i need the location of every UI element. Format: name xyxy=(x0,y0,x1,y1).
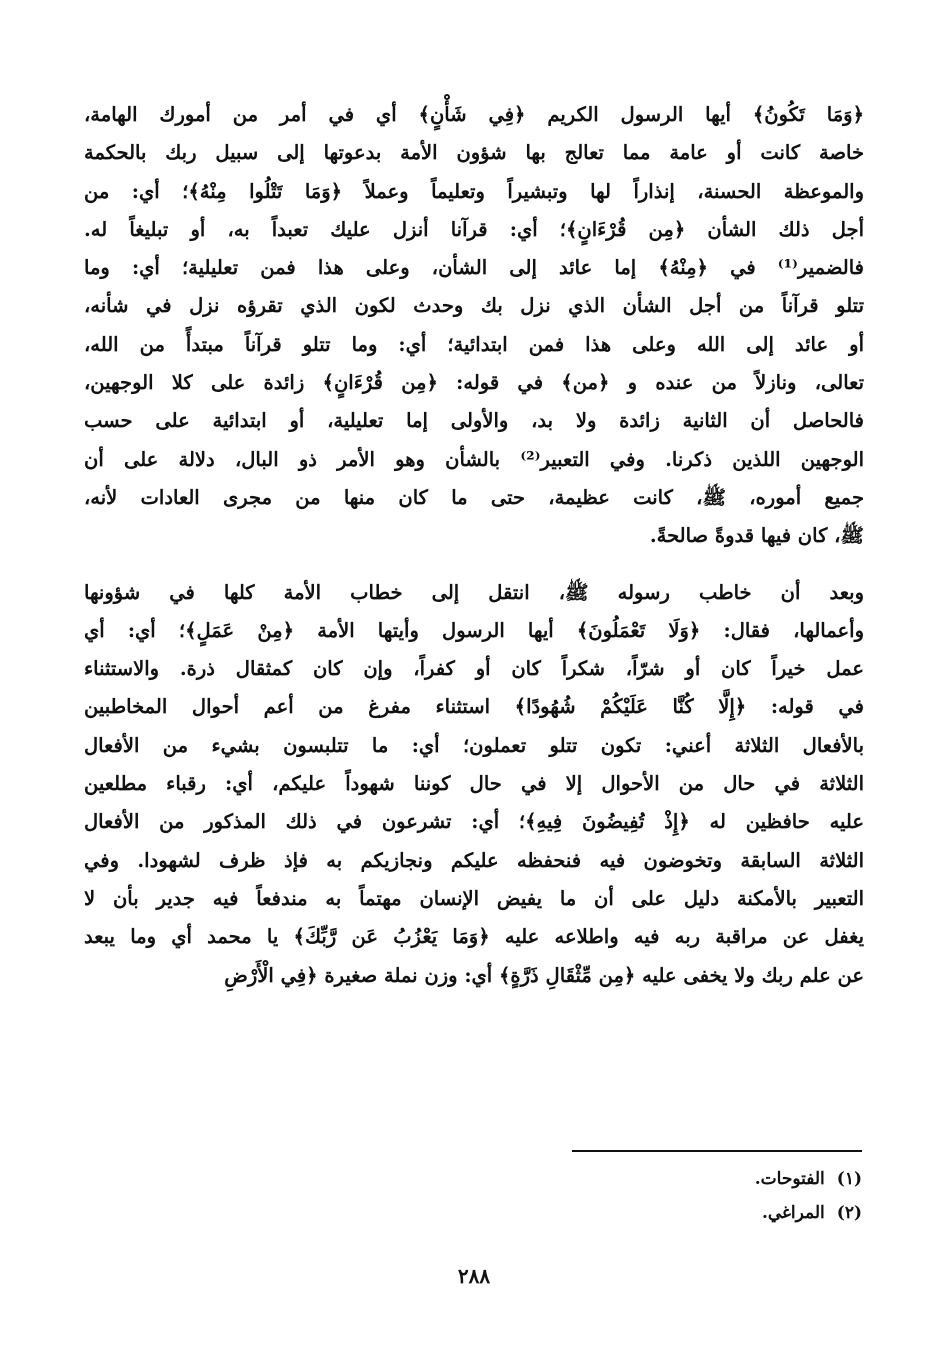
text-line: التعبير بالأمكنة دليل على أن ما يفيض الإنسان مهتماً به مندفعاً فيه جدير بأن لا xyxy=(84,886,864,910)
text-line: أو عائد إلى الله وعلى هذا فمن ابتدائية؛ أي: وما تتلو قرآناً مبتدأً من الله، xyxy=(84,332,864,356)
footnote-divider xyxy=(572,1150,862,1152)
text-line: وأعمالها، فقال: ﴿وَلَا تَعْمَلُونَ﴾ أيها الرسول وأيتها الأمة ﴿مِنْ عَمَلٍ﴾؛ أي: أي xyxy=(84,618,864,642)
paragraph-1 xyxy=(84,96,864,556)
text-line: الثلاثة السابقة وتخوضون فيه فنحفظه عليكم ونجازيكم به فإذ ظرف لشهودا. وفي xyxy=(84,848,864,872)
footnotes xyxy=(462,1162,862,1230)
footnote-number: (١) xyxy=(836,1169,862,1189)
text-line: يغفل عن مراقبة ربه فيه واطلاعه عليه ﴿وَمَا يَعْزُبُ عَن رَّبِّكَ﴾ يا محمد أي وما يبعد xyxy=(84,925,864,949)
text-line: وبعد أن خاطب رسوله ﷺ، انتقل إلى خطاب الأمة كلها في شؤونها xyxy=(84,580,864,604)
text-line: بالأفعال الثلاثة أعني: تكون تتلو تعملون؛ أي: ما تتلبسون بشيء من الأفعال xyxy=(84,733,864,757)
text-line: ﴿وَمَا تَكُونُ﴾ أيها الرسول الكريم ﴿فِي شَأْنٍ﴾ أي في أمر من أمورك الهامة، xyxy=(84,103,864,126)
footnote-number: (٢) xyxy=(836,1203,862,1223)
text-line: فالضمير⁽¹⁾ في ﴿مِنْهُ﴾ إما عائد إلى الشأن، وعلى هذا فمن تعليلية؛ أي: وما xyxy=(84,256,864,280)
text-line: تعالى، ونازلاً من عنده و ﴿من﴾ في قوله: ﴿مِن قُرْءَانٍ﴾ زائدة على كلا الوجهين، xyxy=(84,371,864,395)
text-line: تتلو قرآناً من أجل الشأن الذي نزل بك وحدث لكون الذي تقرؤه نزل في شأنه، xyxy=(84,294,864,318)
paragraph-2 xyxy=(84,574,864,995)
body-text xyxy=(84,96,864,995)
footnote-text: المراغي. xyxy=(761,1203,825,1223)
footnote-item xyxy=(462,1196,862,1230)
text-line: والموعظة الحسنة، إنذاراً لها وتبشيراً وتعليماً وعملاً ﴿وَمَا تَتْلُوا مِنْهُ﴾؛ أي: من xyxy=(84,179,864,203)
text-line: جميع أموره، ﷺ، كانت عظيمة، حتى ما كان منها من مجرى العادات لأنه، xyxy=(84,485,864,509)
footnote-item xyxy=(462,1162,862,1196)
text-line: فالحاصل أن الثانية زائدة ولا بد، والأولى إما تعليلية، أو ابتدائية على حسب xyxy=(84,409,864,433)
text-line: عن علم ربك ولا يخفى عليه ﴿مِن مِّثْقَالِ ذَرَّةٍ﴾ أي: وزن نملة صغيرة ﴿فِي الْأَرْضِ xyxy=(224,963,864,987)
text-line: أجل ذلك الشأن ﴿مِن قُرْءَانٍ﴾؛ أي: قرآنا أنزل عليك تعبداً به، أو تبليغاً له. xyxy=(84,217,864,241)
page-number: ٢٨٨ xyxy=(457,1264,491,1288)
text-line: عليه حافظين له ﴿إِذْ تُفِيضُونَ فِيهِ﴾؛ أي: تشرعون في ذلك المذكور من الأفعال xyxy=(84,810,864,834)
footnote-text: الفتوحات. xyxy=(754,1169,825,1189)
text-line: في قوله: ﴿إِلَّا كُنَّا عَلَيْكُمْ شُهُودًا﴾ استثناء مفرغ من أعم أحوال المخاطبين xyxy=(84,695,864,719)
text-line: ﷺ، كان فيها قدوةً صالحةً. xyxy=(649,524,864,548)
text-line: عمل خيراً كان أو شرّاً، شكراً كان أو كفراً، وإن كان كمثقال ذرة. والاستثناء xyxy=(84,657,864,681)
text-line: الثلاثة في حال من الأحوال إلا في حال كوننا شهوداً عليكم، أي: رقباء مطلعين xyxy=(84,772,864,796)
text-line: الوجهين اللذين ذكرنا. وفي التعبير⁽²⁾ بالشأن وهو الأمر ذو البال، دلالة على أن xyxy=(84,447,865,471)
text-line: خاصة كانت أو عامة مما تعالج بها شؤون الأمة بدعوتها إلى سبيل ربك بالحكمة xyxy=(84,141,864,165)
